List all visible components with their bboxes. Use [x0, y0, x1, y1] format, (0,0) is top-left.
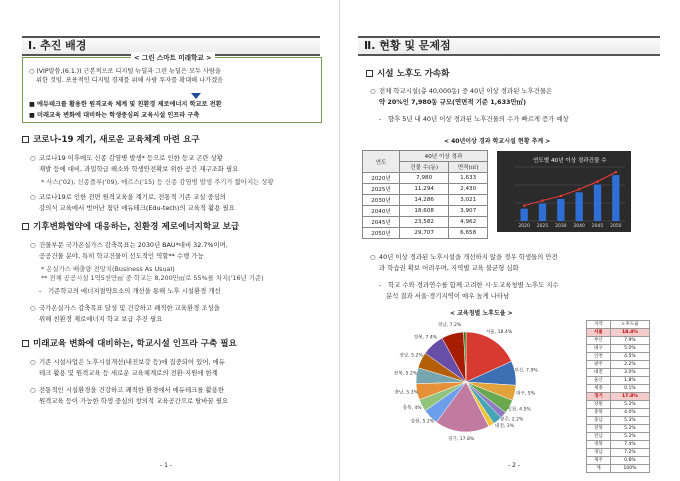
table-row	[587, 369, 650, 377]
pie-label: 부산, 7.9%	[514, 368, 538, 374]
page-number: - 2 -	[508, 462, 520, 469]
table-row	[363, 184, 488, 195]
pie-label: 경기, 17.8%	[447, 436, 475, 442]
para-climate-1: ○ 건물부문 국가온실가스 감축목표는 2030년 BAU*대비 32.7%이며,	[30, 241, 228, 249]
cell-value: 5.2%	[610, 433, 649, 441]
table-row	[587, 425, 650, 433]
para-aging-1: ○ 전체 학교시설(총 40,000동) 중 40년 이상 경과된 노후건물은	[370, 87, 553, 95]
cell-value: 0.1%	[610, 385, 649, 393]
pie-label: 인천, 4.5%	[507, 407, 531, 413]
col-count: 건물 수(동)	[400, 162, 449, 173]
cell-name: 경북	[587, 441, 611, 449]
x-tick-label: 2025	[536, 224, 549, 229]
pie-label: 대구, 5%	[515, 391, 536, 397]
para-infra-2b: 원격교육 등이 가능한 학생 중심의 창의적 교육공간으로 탈바꿈 필요	[39, 397, 229, 405]
cell-area: 4,962	[449, 217, 488, 228]
cell-value: 5.3%	[610, 417, 649, 425]
section-title-text: Ⅱ. 현황 및 문제점	[364, 39, 451, 52]
table-row	[363, 217, 488, 228]
pie-label: 대전, 3%	[495, 423, 515, 429]
para-infra-2: ○ 전통적인 시설환경을 건강하고 쾌적한 환경에서 에듀테크를 활용한	[30, 386, 225, 394]
cell-name: 계	[587, 465, 611, 473]
pie-label: 광주, 2.2%	[499, 417, 524, 423]
para-climate-1b: 공공건물 분야, 특히 학교건물이 선도적인 역할** 수행 가능	[39, 252, 204, 260]
section-title-text: Ⅰ. 추진 배경	[28, 39, 87, 52]
cell-name: 충북	[587, 409, 611, 417]
pie-label: 경남, 7.2%	[437, 323, 462, 329]
chart-title: 연도별 40년 이상 경과건물 수	[533, 158, 607, 164]
bar-2020	[521, 209, 528, 221]
bar-chart-svg	[497, 151, 631, 232]
cell-value: 100%	[610, 465, 649, 473]
para-region-1b: 과 학습권 확보 어려우며, 지역별 교육 불균형 심화	[379, 264, 519, 272]
bar-2050	[612, 175, 619, 221]
square-bullet-icon	[366, 70, 373, 77]
cell-area: 3,021	[449, 195, 488, 206]
vision-quote-line-1: ○ (VIP말씀,(6.1.)) 근본적으로 디지털 뉴딜과 그린 뉴딜은 모두 사람을	[29, 68, 221, 75]
cell-area: 6,658	[449, 228, 488, 239]
table-row	[587, 329, 650, 337]
cell-count: 29,707	[400, 228, 449, 239]
note-climate-2: ** 전체 공공시설 1억5천만㎡ 중 학교는 8,200만㎡로 55%를 차지('16년 기준)	[41, 274, 264, 282]
region-table	[586, 320, 650, 473]
cell-name: 인천	[587, 353, 611, 361]
cell-year: 2030년	[363, 195, 400, 206]
heading-climate: 기후변화협약에 대응하는, 친환경 제로에너지학교 보급	[22, 221, 239, 233]
section-title	[358, 36, 660, 56]
heading-aging: 시설 노후도 가속화	[366, 68, 449, 80]
trend-point	[615, 171, 617, 173]
table-row	[587, 385, 650, 393]
col-area: 면적(㎡)	[449, 162, 488, 173]
square-bullet-icon	[22, 340, 29, 347]
table-row	[363, 206, 488, 217]
cell-value: 5.0%	[610, 345, 649, 353]
cell-name: 세종	[587, 385, 611, 393]
pie-label: 전북, 5.2%	[393, 371, 418, 377]
vision-goal-line-1: ■ 에듀테크를 활용한 원격교육 체계 및 친환경 제로에너지 학교로 전환	[29, 101, 222, 108]
col-year: 연도	[363, 151, 400, 173]
cell-value: 2.2%	[610, 361, 649, 369]
cell-name: 전북	[587, 425, 611, 433]
cell-value: 0.8%	[610, 457, 649, 465]
trend-point	[541, 199, 543, 201]
table-row	[587, 361, 650, 369]
trend-point	[596, 180, 598, 182]
cell-value: 7.9%	[610, 337, 649, 345]
table-row	[587, 337, 650, 345]
cell-name: 경기	[587, 393, 611, 401]
pie-caption: < 교육청별 노후도율 >	[450, 310, 513, 317]
aging-table	[362, 150, 488, 239]
cell-value: 3.0%	[610, 369, 649, 377]
cell-value: 5.2%	[610, 401, 649, 409]
table-row	[363, 195, 488, 206]
table-row	[587, 409, 650, 417]
square-bullet-icon	[22, 136, 29, 143]
para-covid-2: ○ 코로나19로 인한 전면 원격교육을 계기로, 전통적 기존 교실 중심의	[30, 193, 226, 201]
table-row	[587, 465, 650, 473]
table-row	[587, 441, 650, 449]
cell-value: 7.4%	[610, 441, 649, 449]
cell-name: 강원	[587, 401, 611, 409]
cell-year: 2020년	[363, 173, 400, 184]
bar-2025	[539, 204, 546, 221]
para-covid-1: ○ 코로나19 이후에도 신종 감염병 발생* 등으로 인한 등교 곤란 상황	[30, 154, 223, 162]
cell-name: 서울	[587, 329, 611, 337]
para-covid-2b: 강의식 교육에서 벗어난 첨단 에듀테크(Edu-tech)의 교육적 활용 필요	[39, 204, 235, 212]
cell-name: 부산	[587, 337, 611, 345]
cell-value: 18.4%	[610, 329, 649, 337]
vision-quote-line-2: 위한 것임. 포용적인 디지털 경제를 위해 사람 투자를 확대해 나가겠음	[36, 77, 224, 84]
pie-label: 전남, 5.2%	[399, 353, 423, 359]
cell-name: 제주	[587, 457, 611, 465]
pie-label: 충남, 5.3%	[394, 390, 418, 396]
para-climate-3: ○ 국가온실가스 감축목표 달성 및 건강하고 쾌적한 교육환경 조성을	[30, 304, 220, 312]
vision-box-caption: < 그린 스마트 미래학교 >	[131, 52, 215, 62]
cell-value: 4.0%	[610, 409, 649, 417]
cell-value: 5.2%	[610, 425, 649, 433]
cell-value: 17.8%	[610, 393, 649, 401]
note-covid: * 사스('02), 신종플루('09), 메르스('15) 등 신종 감염병 발생 주기가 짧아지는 상황	[41, 178, 274, 186]
note-climate-1: * 온실가스 배출량 전망치(Business As Usual)	[41, 265, 175, 273]
cell-name: 울산	[587, 377, 611, 385]
trend-point	[560, 195, 562, 197]
cell-name: 충남	[587, 417, 611, 425]
x-tick-label: 2030	[555, 224, 567, 229]
vision-box	[22, 54, 322, 123]
ratio-col-header: 노후도율	[610, 321, 649, 329]
cell-year: 2025년	[363, 184, 400, 195]
table-row	[587, 345, 650, 353]
table-row	[363, 173, 488, 184]
cell-value: 1.8%	[610, 377, 649, 385]
col-group: 40년 이상 경과	[400, 151, 488, 162]
table-row	[587, 457, 650, 465]
table-row	[587, 449, 650, 457]
cell-name: 경남	[587, 449, 611, 457]
cell-count: 23,582	[400, 217, 449, 228]
cell-area: 2,430	[449, 184, 488, 195]
page-number: - 1 -	[160, 462, 172, 469]
aging-bar-chart	[497, 151, 631, 232]
cell-year: 2040년	[363, 206, 400, 217]
cell-count: 11,294	[400, 184, 449, 195]
pie-label: 서울, 18.4%	[485, 330, 513, 336]
table-row	[587, 401, 650, 409]
para-infra-1: ○ 기존 시설사업은 노후시설개선(내진보강 등)에 집중되어 있어, 에듀	[30, 358, 225, 366]
vision-goal-line-2: ■ 미래교육 변화에 대비하는 학생중심의 교육시설 인프라 구축	[29, 112, 200, 119]
cell-count: 14,286	[400, 195, 449, 206]
cell-value: 7.2%	[610, 449, 649, 457]
cell-name: 광주	[587, 361, 611, 369]
square-bullet-icon	[22, 223, 29, 230]
bar-2045	[594, 185, 601, 221]
para-region-2b: 분석 결과 서울·경기지역이 매우 높게 나타남	[386, 292, 510, 300]
x-tick-label: 2050	[610, 224, 622, 229]
pie-label: 충북, 4%	[402, 406, 422, 412]
cell-year: 2045년	[363, 217, 400, 228]
para-covid-1b: 재발 등에 대비, 과밀학급 해소와 학생안전확보 위한 공간 재구조화 필요	[39, 165, 239, 173]
trend-line	[524, 172, 616, 206]
cell-name: 전남	[587, 433, 611, 441]
x-tick-label: 2020	[518, 224, 530, 229]
para-infra-1b: 테크 활용 및 원격교육 등 새로운 교육체계로의 전환·지원에 한계	[39, 369, 218, 377]
page-right	[340, 0, 680, 481]
pie-label: 경북, 7.4%	[413, 335, 438, 341]
para-region-1: ○ 40년 이상 경과된 노후시설을 개선하지 않을 경우 학생들의 안전	[370, 253, 558, 261]
para-climate-2: - 기존학교의 에너지절약요소의 개선을 통해 노후 시설환경 개선	[39, 287, 221, 295]
pie-chart	[366, 318, 566, 448]
heading-infra: 미래교육 변화에 대비하는, 학교시설 인프라 구축 필요	[22, 338, 237, 350]
cell-count: 7,980	[400, 173, 449, 184]
arrow-down-icon	[191, 93, 201, 99]
table-row	[587, 377, 650, 385]
para-aging-2: - 향후 5년 내 40년 이상 경과된 노후건물의 수가 빠르게 증가 예상	[379, 115, 569, 123]
region-col-header: 지역	[587, 321, 611, 329]
x-tick-label: 2040	[573, 224, 585, 229]
cell-name: 대전	[587, 369, 611, 377]
table-row	[587, 417, 650, 425]
cell-count: 18,608	[400, 206, 449, 217]
para-aging-1b: 약 20%인 7,980동 규모(연면적 기준 1,633만㎡)	[379, 98, 526, 106]
cell-area: 3,907	[449, 206, 488, 217]
table-row	[587, 433, 650, 441]
cell-name: 대구	[587, 345, 611, 353]
table-row	[363, 228, 488, 239]
table-caption: < 40년이상 경과 학교시설 현황 추계 >	[444, 138, 551, 145]
bar-2030	[557, 199, 564, 221]
heading-covid: 코로나-19 계기, 새로운 교육체계 마련 요구	[22, 134, 200, 146]
pie-label: 강원, 5.2%	[410, 419, 435, 425]
para-climate-3b: 위해 친환경 제로에너지 학교 보급 추진 필요	[39, 315, 163, 323]
cell-value: 4.5%	[610, 353, 649, 361]
table-row	[587, 353, 650, 361]
bar-2040	[576, 192, 583, 221]
cell-year: 2050년	[363, 228, 400, 239]
trend-point	[523, 204, 525, 206]
x-tick-label: 2045	[591, 224, 604, 229]
trend-point	[578, 188, 580, 190]
para-region-2: - 학교 수와 경과연수를 함께 고려한 시·도교육청별 노후도 지수	[379, 281, 559, 289]
table-row	[587, 393, 650, 401]
cell-area: 1,633	[449, 173, 488, 184]
